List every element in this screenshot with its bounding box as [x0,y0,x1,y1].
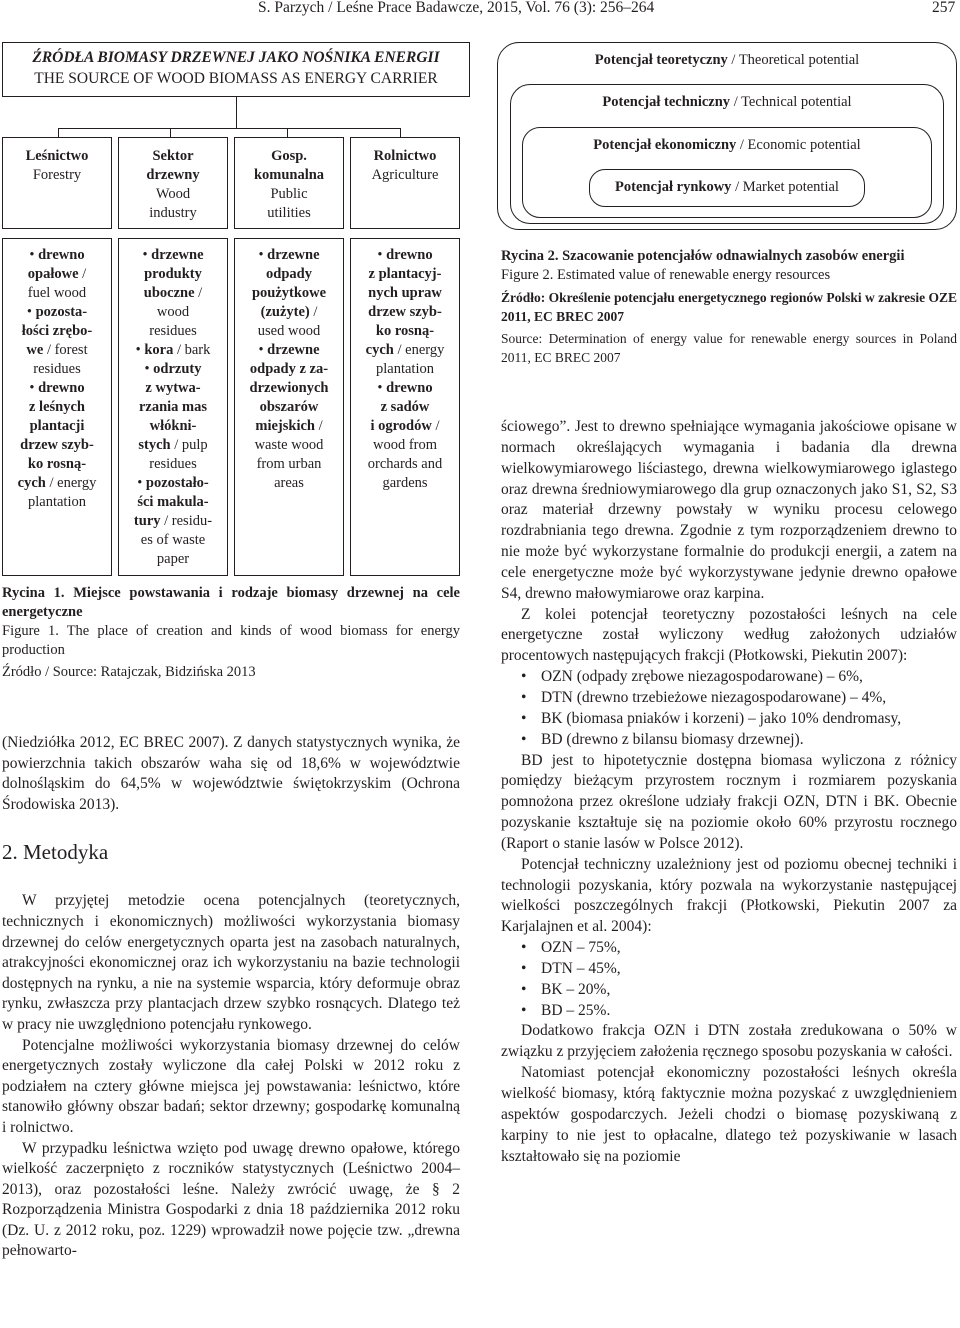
section-heading: 2. Metodyka [2,840,109,865]
potential-theoretical-label: Potencjał teoretyczny / Theoretical potential [594,52,860,68]
list-item: • BK (biomasa pniaków i korzeni) – jako 10% dendromasy, [521,709,957,730]
fig2-source-en: Source: Determination of energy value for renewable energy sources in Poland 2011, EC BREC 2007 [501,331,957,365]
paragraph: W przyjętej metodzie ocena potencjalnych (teoretycznych, technicznych i ekonomicznych) możliwości wykorzystania biomasy drzewnej do celów energetycznych oparta jest na zasobach naturalnych, atrakcyjności ekonomicznej oraz ich wykorzystaniu na bazie technologii dostępnych na rynku, a nie na systemie wsparcia, który deformuje obraz rynku, zwłaszcza przy plantacjach drzew szybko rosnących. Dlatego też w pracy nie uwzględniono potencjału rynkowego. [2,892,460,1033]
fig2-caption [501,247,957,367]
biomass-types-agriculture: • drewno z plantacyj- nych upraw drzew szyb- ko rosną- cych / energy plantation • drewno z sadów i ogrodów / wood from orchards and gardens [350,238,460,576]
sector-label-pl: Leśnictwo [25,148,89,164]
biomass-types-public-utilities: • drzewne odpady poużytkowe (zużyte) / used wood • drzewne odpady z za- drzewionych obszarów miejskich / waste wood from urban areas [234,238,344,576]
fig1-title-pl: ŹRÓDŁA BIOMASY DRZEWNEJ JAKO NOŚNIKA ENERGII [32,49,440,66]
biomass-types-wood-industry: • drzewne produkty uboczne / wood residues • kora / bark • odrzuty z wytwa- rzania mas włókni- stych / pulp residues • pozostało- ści makula- tury / residu- es of waste paper [118,238,228,576]
fraction-share-list [501,667,957,750]
sector-label-pl: Rolnictwo [373,148,437,164]
fig1-caption [2,584,460,682]
fig1-connector [236,97,237,129]
sector-label-pl: Sektor drzewny [146,148,200,183]
list-item: • BD (drewno z bilansu biomasy drzewnej). [521,730,957,751]
left-column [2,733,460,1262]
fig1-connector [400,128,401,137]
paragraph: BD jest to hipotetycznie dostępna biomasa wyliczona z różnicy pomiędzy bieżącym przyrostem rocznym i rozmiarem pozyskania pomnożona przez określone udziały frakcji OZN, DTN i BK. Obecnie pozyskanie kształtuje się na poziomie około 60% przyrostu rocznego (Raport o stanie lasów w Polsce 2012). [501,751,957,852]
right-column [501,417,957,1167]
fig2-source-pl: Źródło: Określenie potencjału energetycznego regionów Polski w zakresie OZE 2011, EC BREC 2007 [501,290,957,324]
fig2-caption-pl: Rycina 2. Szacowanie potencjałów odnawialnych zasobów energii [501,248,905,264]
fig1-connector [170,128,171,137]
list-item: • BD – 25%. [521,1001,957,1022]
page-number: 257 [932,0,956,16]
sector-forestry [2,137,112,229]
paragraph: Dodatkowo frakcja OZN i DTN została zredukowana o 50% w związku z przyjęciem założenia ręcznego sposobu pozyskania w całości. [501,1022,957,1061]
paragraph: Z kolei potencjał teoretyczny pozostałości leśnych na cele energetyczne został wyliczony według założonych udziałów procentowych następujących frakcji (Płotkowski, Piekutin 2007): [501,605,957,665]
paragraph: Potencjał techniczny uzależniony jest od poziomu obecnej techniki i technologii pozyskania, który pozwala na wykorzystanie następującej wielkości poszczególnych frakcji (Płotkowski, Piekutin 2007 za Karjalajnen et al. 2004): [501,855,957,936]
sector-agriculture [350,137,460,229]
list-item: • OZN – 75%, [521,938,957,959]
paragraph: ściowego”. Jest to drewno spełniające wymagania jakościowe opisane w normach określających wymagania i badania dla drewna wielkowymiarowego liściastego, drewna wielkowymiarowego iglastego oraz drewna średniowymiarowego dla grup oznaczonych jako S1, S2, S3 oraz materiał drzewny powstały w wyniku procesu celowego rozdrabniania tego drewna. Zgodnie z tym rozporządzeniem drewno to nie może być wykorzystane formalnie do produkcji energii, a zatem na cele energetyczne może być wykorzystywane jedynie drewno opałowe S4, drewno małowymiarowe oraz karpina. [501,418,957,602]
paragraph: (Niedziółka 2012, EC BREC 2007). Z danych statystycznych wynika, że powierzchnia takich obszarów waha się od 18,6% w województwie dolnośląskim do 64,5% w województwie świętokrzyskim (Ochrona Środowiska 2013). [2,734,460,813]
paragraph: Natomiast potencjał ekonomiczny pozostałości leśnych określa wielkość biomasy, którą faktycznie można pozyskać z uwzględnieniem aspektów gospodarczych. Jeżeli chodzi o biomasę pozyskiwaną z karpiny to nie jest to opłacalne, dlatego też pozyskiwanie w lasach kształtowało się na poziomie [501,1064,957,1165]
fig1-caption-en: Figure 1. The place of creation and kinds of wood biomass for energy production [2,623,460,658]
paragraph: Potencjalne możliwości wykorzystania biomasy drzewnej do celów energetycznych zostały wyliczone dla całej Polski w 2012 roku z podziałem na cztery główne miejsca jej powstawania: leśnictwo, które stanowiło główny obszar badań; sektor drzewny; gospodarkę komunalną i rolnictwo. [2,1036,460,1136]
list-item: • BK – 20%, [521,980,957,1001]
fig1-connector [58,128,400,129]
fig1-source: Źródło / Source: Ratajczak, Bidzińska 2013 [2,664,256,680]
sector-label-en: Forestry [32,167,82,183]
sector-label-en: Public utilities [267,186,311,221]
fig1-title-en: THE SOURCE OF WOOD BIOMASS AS ENERGY CARRIER [34,70,438,87]
potential-technical-label: Potencjał techniczny / Technical potential [602,94,852,110]
list-item: • DTN (drewno trzebieżowe niezagospodarowane) – 4%, [521,688,957,709]
sector-public-utilities [234,137,344,229]
paragraph: W przypadku leśnictwa wzięto pod uwagę drewno opałowe, którego wielkość zaczerpnięto z roczników statystycznych (Leśnictwo 2004–2013), oraz pozostałości leśne. Należy zwrócić uwagę, że § 2 Rozporządzenia Ministra Gospodarki z dnia 18 października 2012 roku (Dz. U. z 2012 roku, poz. 1229) wprowadził nowe pojęcie tzw. „drewna pełnowarto- [2,1139,460,1260]
fig1-caption-pl: Rycina 1. Miejsce powstawania i rodzaje biomasy drzewnej na cele energetyczne [2,585,460,620]
potential-market-label: Potencjał rynkowy / Market potential [615,179,839,195]
sector-label-en: Agriculture [371,167,439,183]
running-header: S. Parzych / Leśne Prace Badawcze, 2015, Vol. 76 (3): 256–264 [258,0,655,16]
technical-fraction-list [501,938,957,1021]
sector-label-en: Wood industry [149,186,197,221]
fig1-connector [287,128,288,137]
potential-economic-label: Potencjał ekonomiczny / Economic potential [593,137,861,153]
sector-label-pl: Gosp. komunalna [253,148,325,183]
fig1-title-box [2,42,470,97]
fig2-caption-en: Figure 2. Estimated value of renewable energy resources [501,267,831,283]
fig1-connector [58,128,59,137]
biomass-types-forestry: • drewno opałowe / fuel wood • pozosta- łości zrębo- we / forest residues • drewno z leśnych plantacji drzew szyb- ko rosną- cych / energy plantation [2,238,112,576]
list-item: • DTN – 45%, [521,959,957,980]
list-item: • OZN (odpady zrębowe niezagospodarowane) – 6%, [521,667,957,688]
sector-wood-industry [118,137,228,229]
